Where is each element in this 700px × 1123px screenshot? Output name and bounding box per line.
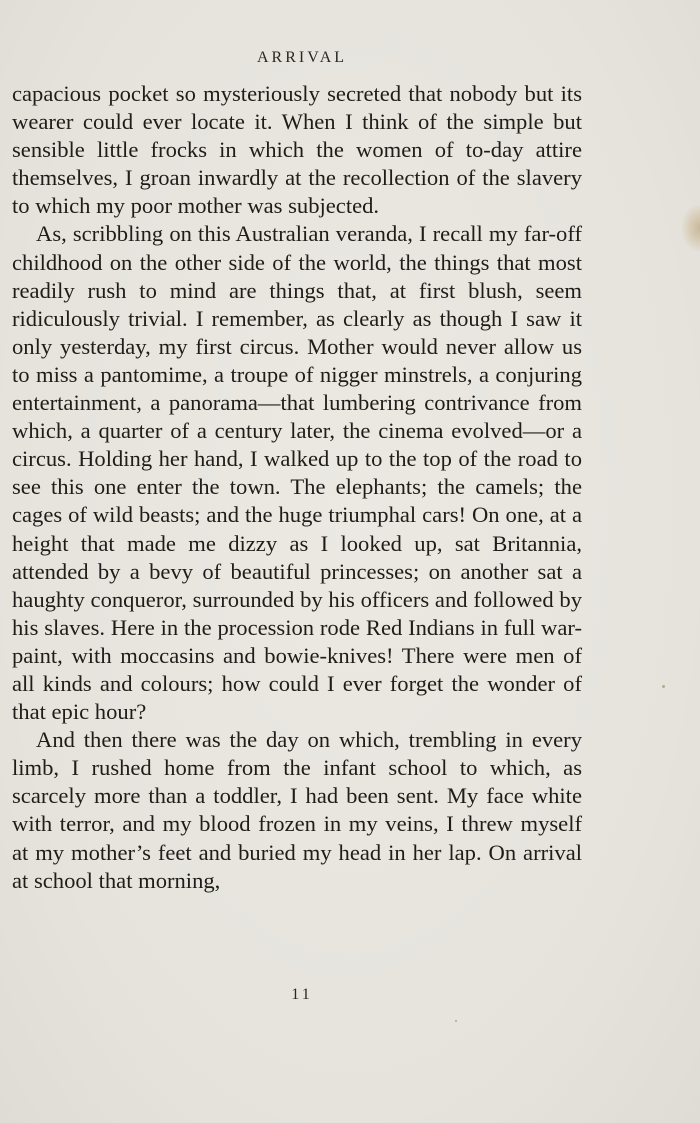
paper-stain [682, 205, 700, 251]
paper-speck [662, 685, 665, 688]
running-head: ARRIVAL [256, 49, 348, 66]
body-text [12, 80, 582, 895]
paragraph-circus: As, scribbling on this Australian veranda, I recall my far-off childhood on the other side of the world, the things that most readily rush to mind are things that, at first blush, seem ridiculously trivial. I remember, as clearly as though I saw it only yesterday, my first circus. Mother would never allow us to miss a pantomime, a troupe of nigger minstrels, a conjuring entertainment, a panorama—that lumbering contrivance from which, a quarter of a century later, the cinema evolved—or a circus. Holding her hand, I walked up to the top of the road to see this one enter the town. The elephants; the camels; the cages of wild beasts; and the huge triumphal cars! On one, at a height that made me dizzy as I looked up, sat Britannia, attended by a bevy of beautiful princesses; on another sat a haughty conqueror, surrounded by his officers and followed by his slaves. Here in the procession rode Red Indians in full war-paint, with moccasins and bowie-knives! There were men of all kinds and colours; how could I ever forget the wonder of that epic hour? [12, 221, 582, 725]
paper-speck [455, 1020, 457, 1022]
paragraph-school: And then there was the day on which, trembling in every limb, I rushed home from the infant school to which, as scarcely more than a toddler, I had been sent. My face white with terror, and my blood frozen in my veins, I threw myself at my mother’s feet and buried my head in her lap. On arrival at school that morning, [12, 727, 582, 893]
page-number: 11 [291, 986, 313, 1003]
paragraph-continued: capacious pocket so mysteriously secreted that nobody but its wearer could ever locate it. When I think of the simple but sensible little frocks in which the women of to-day attire themselves, I groan inwardly at the recollection of the slavery to which my poor mother was subjected. [12, 81, 582, 219]
